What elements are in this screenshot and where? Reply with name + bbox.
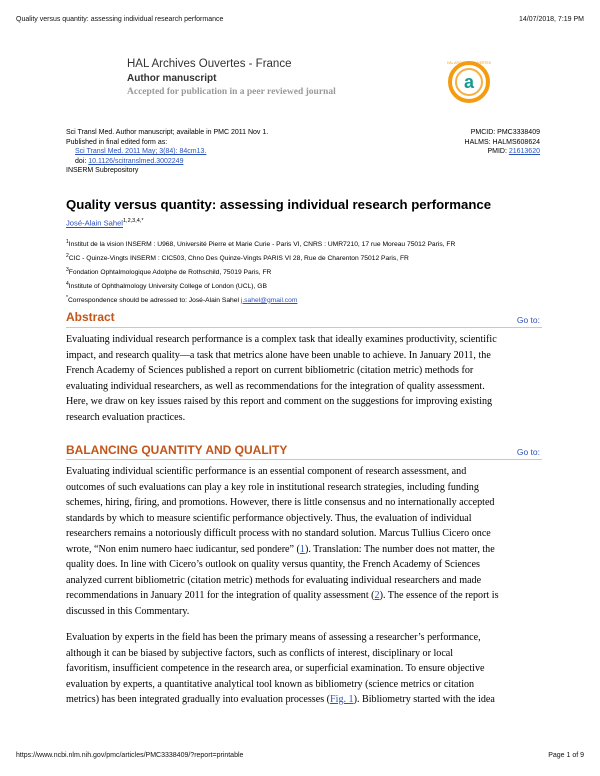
citation-link[interactable]: Sci Transl Med. 2011 May; 3(84): 84cm13. [75, 148, 207, 156]
abstract-divider [66, 327, 542, 328]
section-goto-link[interactable]: Go to: [516, 447, 540, 457]
meta-right [465, 128, 540, 157]
affiliation-2: $^2$CIC - Quinze-Vingts INSERM : CIC503, Chno Des Quinze-Vingts PARIS VI 28, Rue de Charenton 75012 Paris, FR [66, 252, 409, 263]
hal-logo-letter: a [463, 72, 475, 92]
affiliations [66, 237, 455, 307]
print-header-title: Quality versus quantity: assessing individual research performance [16, 16, 224, 23]
meta-availability: Sci Transl Med. Author manuscript; available in PMC 2011 Nov 1. [66, 129, 269, 136]
author-link[interactable]: José-Alain Sahel [66, 218, 123, 228]
abstract-heading: Abstract [66, 310, 115, 324]
hal-author-manuscript: Author manuscript [127, 73, 217, 84]
affiliation-1: $^1$Institut de la vision INSERM : U968, Université Pierre et Marie Curie - Paris VI, CNRS : UMR7210, 17 rue Moreau 75012 Paris, FR [66, 239, 456, 249]
hal-logo-icon [445, 58, 493, 106]
affiliation-4: $^4$Institute of Ophthalmology University College of London (UCL), GB [66, 280, 267, 291]
affiliation-3: $^3$Fondation Ophtalmologique Adolphe de Rothschild, 75019 Paris, FR [66, 266, 272, 277]
print-footer-page: Page 1 of 9 [548, 752, 584, 759]
hal-accepted-note: Accepted for publication in a peer reviewed journal [127, 87, 336, 97]
hal-logo-text: HAL ARCHIVES OUVERTES [446, 61, 492, 65]
author-affil-sup: 1,2,3,4,* [123, 218, 144, 224]
meta-left [66, 128, 268, 176]
ref-link[interactable]: 2 [374, 590, 380, 601]
paragraph-1: Evaluating individual scientific performance is an essential component of research assessment, and outcomes of such evaluations can play a key role in institutional research strategies, including funding schemes, hiring, firing, and promotions. However, there is little consensus and no internationally accepted standards by which to measure scientific performance objectively. Thus, the evaluation of individual researchers remains a notoriously difficult process with no standard solution. Marcus Tullius Cicero once wrote, “Non enim numero haec iudicantur, sed pondere” (1). Translation: The number does not matter, the quality does. In line with Cicero’s outlook on quality versus quantity, the French Academy of Sciences analyzed current bibliometric (citation metric) methods for evaluating individual researchers and made recommendations in January 2011 for the integration of quality assessment (2). The essence of the report is discussed in this Commentary. [66, 466, 499, 617]
section-heading: BALANCING QUANTITY AND QUALITY [66, 443, 288, 457]
meta-subrepository: INSERM Subrepository [66, 167, 139, 175]
pmid-label: PMID: [487, 148, 507, 156]
meta-published: Published in final edited form as: [66, 138, 168, 146]
abstract-text: Evaluating individual research performance is a complex task that ideally examines productivity, scientific impact, and research quality—a task that metrics alone have been unable to achieve. In January 2011, the French Academy of Sciences published a report on current bibliometric (citation metric) methods for evaluating individual researchers, as well as recommendations for the integration of quality assessment. Here, we draw on key issues raised by this report and comment on the suggestions for improving existing research evaluation practices. [66, 334, 497, 423]
print-header-datetime: 14/07/2018, 7:19 PM [519, 16, 584, 23]
pmcid: PMCID: PMC3338409 [470, 129, 540, 136]
hal-banner [121, 52, 371, 112]
abstract-goto-link[interactable]: Go to: [516, 315, 540, 325]
figure-link[interactable]: Fig. 1 [330, 694, 354, 705]
hal-title: HAL Archives Ouvertes - France [127, 58, 292, 70]
paragraph-2: Evaluation by experts in the field has been the primary means of assessing a researcher’s performance, although it can be biased by subjective factors, such as conflicts of interest, disciplinary or local favoritism, insufficient competence in the research area, or superficial examination. To ensure objective evaluation by experts, a quantitative analytical tool known as bibliometry (science metrics or citation metrics) has been integrated gradually into evaluation processes (Fig. 1). Bibliometry started with the idea [66, 632, 495, 705]
ref-link[interactable]: 1 [299, 543, 305, 555]
article-title: Quality versus quantity: assessing individual research performance [66, 197, 492, 212]
section-divider [66, 459, 542, 460]
author-line [66, 218, 144, 228]
print-footer-url: https://www.ncbi.nlm.nih.gov/pmc/articles/PMC3338409/?report=printable [16, 752, 244, 759]
pmid-link[interactable]: 21613620 [508, 148, 540, 156]
doi-link[interactable]: 10.1126/scitranslmed.3002249 [88, 157, 184, 165]
doi-label: doi: [75, 157, 87, 165]
email-link[interactable]: j.sahel@gmail.com [240, 296, 298, 304]
correspondence: *Correspondence should be adressed to: José-Alain Sahel j.sahel@gmail.com [66, 294, 298, 304]
halms: HALMS: HALMS608624 [464, 138, 540, 146]
